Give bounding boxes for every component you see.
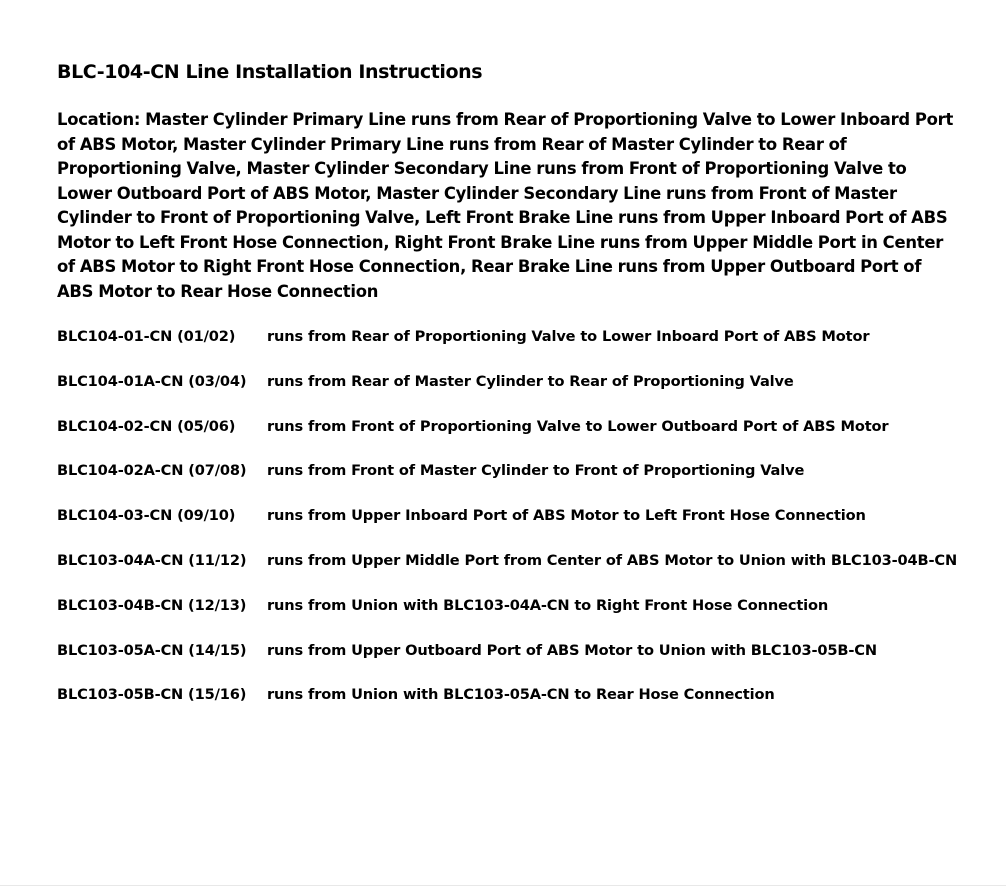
line-route: runs from Upper Middle Port from Center of ABS Motor to Union with BLC103-04B-CN — [267, 551, 958, 569]
line-row — [57, 415, 962, 460]
line-part-number: BLC104-01A-CN (03/04) — [57, 372, 247, 390]
line-part-number: BLC104-02A-CN (07/08) — [57, 462, 247, 480]
line-row — [57, 325, 962, 370]
document-body — [57, 58, 962, 304]
line-route: runs from Rear of Proportioning Valve to Lower Inboard Port of ABS Motor — [267, 328, 870, 345]
line-route: runs from Front of Proportioning Valve to Lower Outboard Port of ABS Motor — [267, 417, 889, 435]
line-row — [57, 370, 962, 415]
page-bottom-divider — [0, 885, 1006, 886]
line-row — [57, 549, 962, 594]
line-part-number: BLC103-04B-CN (12/13) — [57, 596, 247, 614]
line-row — [57, 639, 962, 684]
line-row — [57, 459, 962, 504]
line-part-number: BLC103-04A-CN (11/12) — [57, 551, 247, 569]
line-route: runs from Union with BLC103-04A-CN to Right Front Hose Connection — [267, 596, 829, 614]
line-part-number: BLC104-01-CN (01/02) — [57, 328, 236, 345]
line-row — [57, 594, 962, 639]
line-part-number: BLC103-05B-CN (15/16) — [57, 686, 247, 704]
location-paragraph: Location: Master Cylinder Primary Line runs from Rear of Proportioning Valve to Lower Inboard Port of ABS Motor, Master Cylinder Primary Line runs from Rear of Master Cylinder to Rear of Proportioning Valve, Master Cylinder Secondary Line runs from Front of Proportioning Valve to Lower Outboard Port of ABS Motor, Master Cylinder Secondary Line runs from Front of Master Cylinder to Front of Proportioning Valve, Left Front Brake Line runs from Upper Inboard Port of ABS Motor to Left Front Hose Connection, Right Front Brake Line runs from Upper Middle Port in Center of ABS Motor to Right Front Hose Connection, Rear Brake Line runs from Upper Outboard Port of ABS Motor to Rear Hose Connection — [57, 110, 954, 301]
line-route: runs from Union with BLC103-05A-CN to Rear Hose Connection — [267, 686, 775, 704]
line-part-number: BLC104-02-CN (05/06) — [57, 417, 236, 435]
line-row — [57, 683, 962, 728]
line-row — [57, 504, 962, 549]
page-title: BLC-104-CN Line Installation Instructions — [57, 61, 483, 83]
line-part-number: BLC104-03-CN (09/10) — [57, 507, 236, 525]
line-route: runs from Upper Inboard Port of ABS Motor to Left Front Hose Connection — [267, 507, 866, 525]
line-route: runs from Upper Outboard Port of ABS Motor to Union with BLC103-05B-CN — [267, 641, 877, 659]
line-route: runs from Front of Master Cylinder to Front of Proportioning Valve — [267, 462, 805, 480]
line-part-number: BLC103-05A-CN (14/15) — [57, 641, 247, 659]
line-list — [57, 325, 962, 728]
line-route: runs from Rear of Master Cylinder to Rear of Proportioning Valve — [267, 372, 794, 390]
